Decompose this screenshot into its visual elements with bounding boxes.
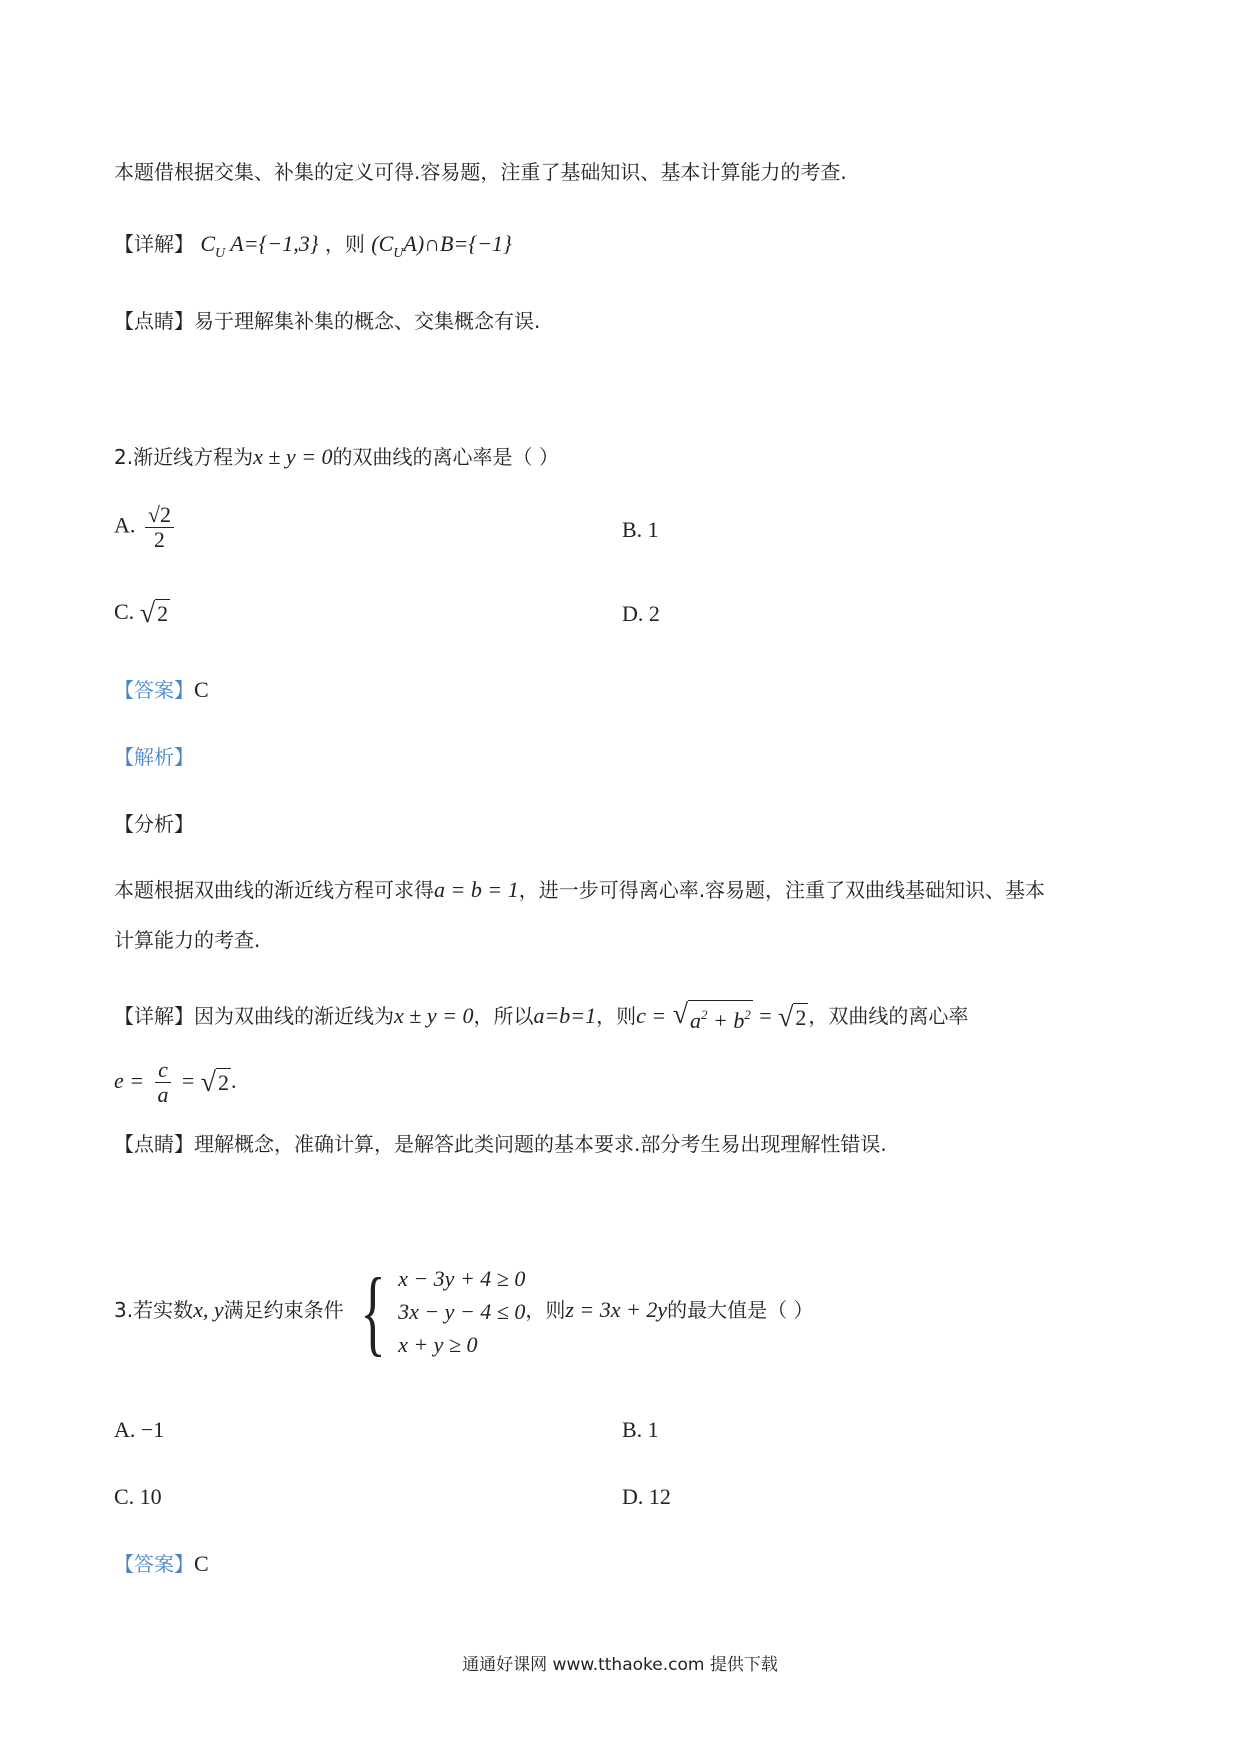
q2-stem-prefix: 2.渐近线方程为 — [114, 445, 254, 469]
q2-detail-sqrt2: √ 2 — [778, 1001, 807, 1033]
q2-detail-c: c = — [636, 1003, 667, 1028]
q2-option-c-label: C. — [114, 599, 135, 624]
q2-answer — [114, 676, 209, 704]
q1-detail-then: ，则 — [324, 232, 365, 256]
q2-stem-math: x ± y = 0 — [253, 444, 333, 469]
q2-e-fraction: $\frac{c}{a}$ — [154, 1058, 171, 1107]
q2-eccentricity: e = $\frac{c}{a}$ = √ 2 . — [114, 1057, 237, 1107]
q2-detail-line1: 【详解】因为双曲线的渐近线为x ± y = 0，所以a=b=1，则c = √ $a^2 + b^2$ = √ 2 ，双曲线的离心率 — [114, 999, 969, 1033]
q2-fenxi-tag: 【分析】 — [114, 812, 194, 836]
q2-option-b: B. 1 — [622, 517, 659, 542]
q2-note — [114, 1130, 887, 1158]
q3-answer-tag: 【答案】 — [114, 1552, 194, 1576]
q2-detail-sqrt-sum: √ $a^2 + b^2$ — [672, 999, 751, 1033]
q2-option-a-fraction: $\frac{√2}{2}$ — [145, 503, 174, 552]
q2-option-a — [114, 503, 178, 552]
q3-constraint-system: { x − 3y + 4 ≥ 0 3x − y − 4 ≤ 0 x + y ≥ 0 — [360, 1257, 526, 1365]
page-footer: 通通好课网 www.tthaoke.com 提供下载 — [462, 1655, 778, 1675]
q2-analysis-line2: 计算能力的考查. — [114, 928, 261, 952]
q3-constraint-3: x + y ≥ 0 — [398, 1332, 478, 1357]
q3-constraint-1: x − 3y + 4 ≥ 0 — [398, 1266, 526, 1291]
q2-option-c-sqrt: √ 2 — [139, 597, 169, 629]
q2-option-c — [114, 598, 170, 629]
q1-note — [114, 307, 540, 335]
q2-e-sqrt: √ 2 — [200, 1066, 229, 1098]
q2-detail-label: 【详解】 — [114, 1004, 194, 1028]
q3-option-b: B. 1 — [622, 1417, 659, 1442]
q1-detail-cu: $C_U$ A={−1,3} — [200, 231, 319, 261]
q1-detail-expr: $(C_UA)\cap B=\{-1\}$ — [371, 231, 512, 261]
q1-note-label: 【点睛】 — [114, 309, 194, 333]
q2-option-a-label: A. — [114, 512, 136, 538]
q3-stem: 3.若实数x, y满足约束条件 { x − 3y + 4 ≥ 0 3x − y − 4 ≤ 0 x + y ≥ 0 ，则z = 3x + 2y的最大值是（ ） — [114, 1257, 814, 1365]
q2-answer-tag: 【答案】 — [114, 678, 194, 702]
q2-analysis-math: a = b = 1 — [434, 877, 519, 902]
q3-option-a: A. −1 — [114, 1417, 165, 1442]
q1-note-text: 易于理解集补集的概念、交集概念有误. — [194, 309, 541, 333]
q2-option-d: D. 2 — [622, 601, 660, 626]
q2-e-label: e = — [114, 1068, 145, 1093]
q3-option-d: D. 12 — [622, 1484, 671, 1509]
q1-detail-label: 【详解】 — [114, 232, 194, 256]
q2-stem-suffix: 的双曲线的离心率是（ ） — [332, 445, 559, 469]
q2-note-text: 理解概念，准确计算，是解答此类问题的基本要求.部分考生易出现理解性错误. — [194, 1132, 887, 1156]
q2-jiexi-tag: 【解析】 — [114, 745, 194, 769]
q2-answer-value: C — [194, 677, 209, 702]
q2-analysis-line1: 本题根据双曲线的渐近线方程可求得a = b = 1，进一步可得离心率.容易题，注重了双曲线基础知识、基本 — [114, 877, 1046, 902]
q3-answer-value: C — [194, 1551, 209, 1576]
q1-analysis-text: 本题借根据交集、补集的定义可得.容易题，注重了基础知识、基本计算能力的考查. — [114, 160, 847, 184]
q3-option-c: C. 10 — [114, 1484, 162, 1509]
q2-stem — [114, 443, 559, 471]
q3-constraint-2: 3x − y − 4 ≤ 0 — [398, 1299, 526, 1324]
q2-note-label: 【点睛】 — [114, 1132, 194, 1156]
q3-objective: z = 3x + 2y — [565, 1297, 668, 1322]
q3-answer — [114, 1550, 209, 1578]
q3-stem-vars: x, y — [193, 1297, 224, 1322]
q1-detail — [114, 230, 512, 268]
